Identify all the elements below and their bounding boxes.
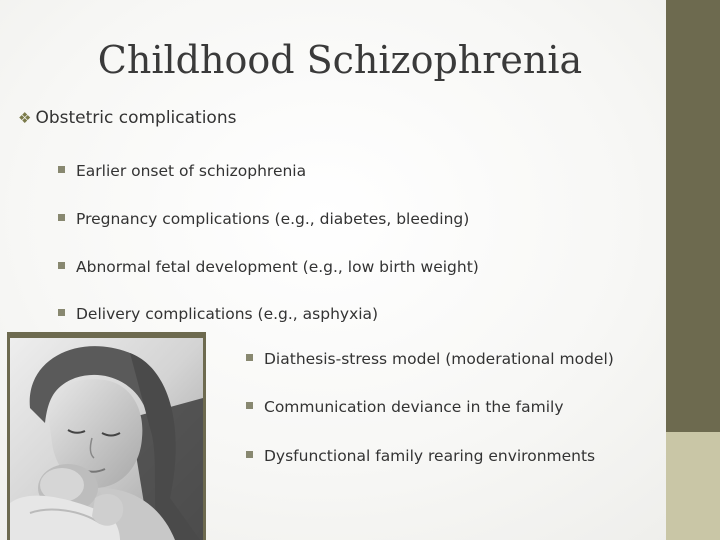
sub-bullet-text: Dysfunctional family rearing environments (264, 447, 596, 465)
slide-title: Childhood Schizophrenia (97, 38, 583, 82)
sub-bullet-6 (246, 398, 564, 416)
decorative-side-accent (666, 432, 720, 540)
sub-bullet-text: Pregnancy complications (e.g., diabetes, bleeding) (76, 210, 470, 228)
sub-bullet-1 (58, 162, 306, 180)
mother-holding-baby-photo (10, 338, 203, 540)
sub-bullet-7 (246, 447, 595, 465)
sub-bullet-2 (58, 210, 469, 228)
sub-bullet-text: Abnormal fetal development (e.g., low birth weight) (76, 258, 479, 276)
square-bullet-icon (246, 402, 253, 409)
sub-bullet-text: Diathesis-stress model (moderational model) (264, 350, 614, 368)
sub-bullet-text: Earlier onset of schizophrenia (76, 162, 307, 180)
diamond-bullet-icon: ❖ (18, 109, 32, 127)
square-bullet-icon (58, 214, 65, 221)
sub-bullet-text: Communication deviance in the family (264, 398, 564, 416)
main-bullet (18, 108, 236, 128)
square-bullet-icon (58, 262, 65, 269)
square-bullet-icon (246, 451, 253, 458)
main-bullet-text: Obstetric complications (35, 108, 237, 128)
photo-illustration (10, 338, 203, 540)
square-bullet-icon (58, 166, 65, 173)
square-bullet-icon (246, 354, 253, 361)
sub-bullet-text: Delivery complications (e.g., asphyxia) (76, 305, 379, 323)
sub-bullet-5 (246, 350, 614, 368)
square-bullet-icon (58, 309, 65, 316)
sub-bullet-3 (58, 258, 479, 276)
sub-bullet-4 (58, 305, 378, 323)
